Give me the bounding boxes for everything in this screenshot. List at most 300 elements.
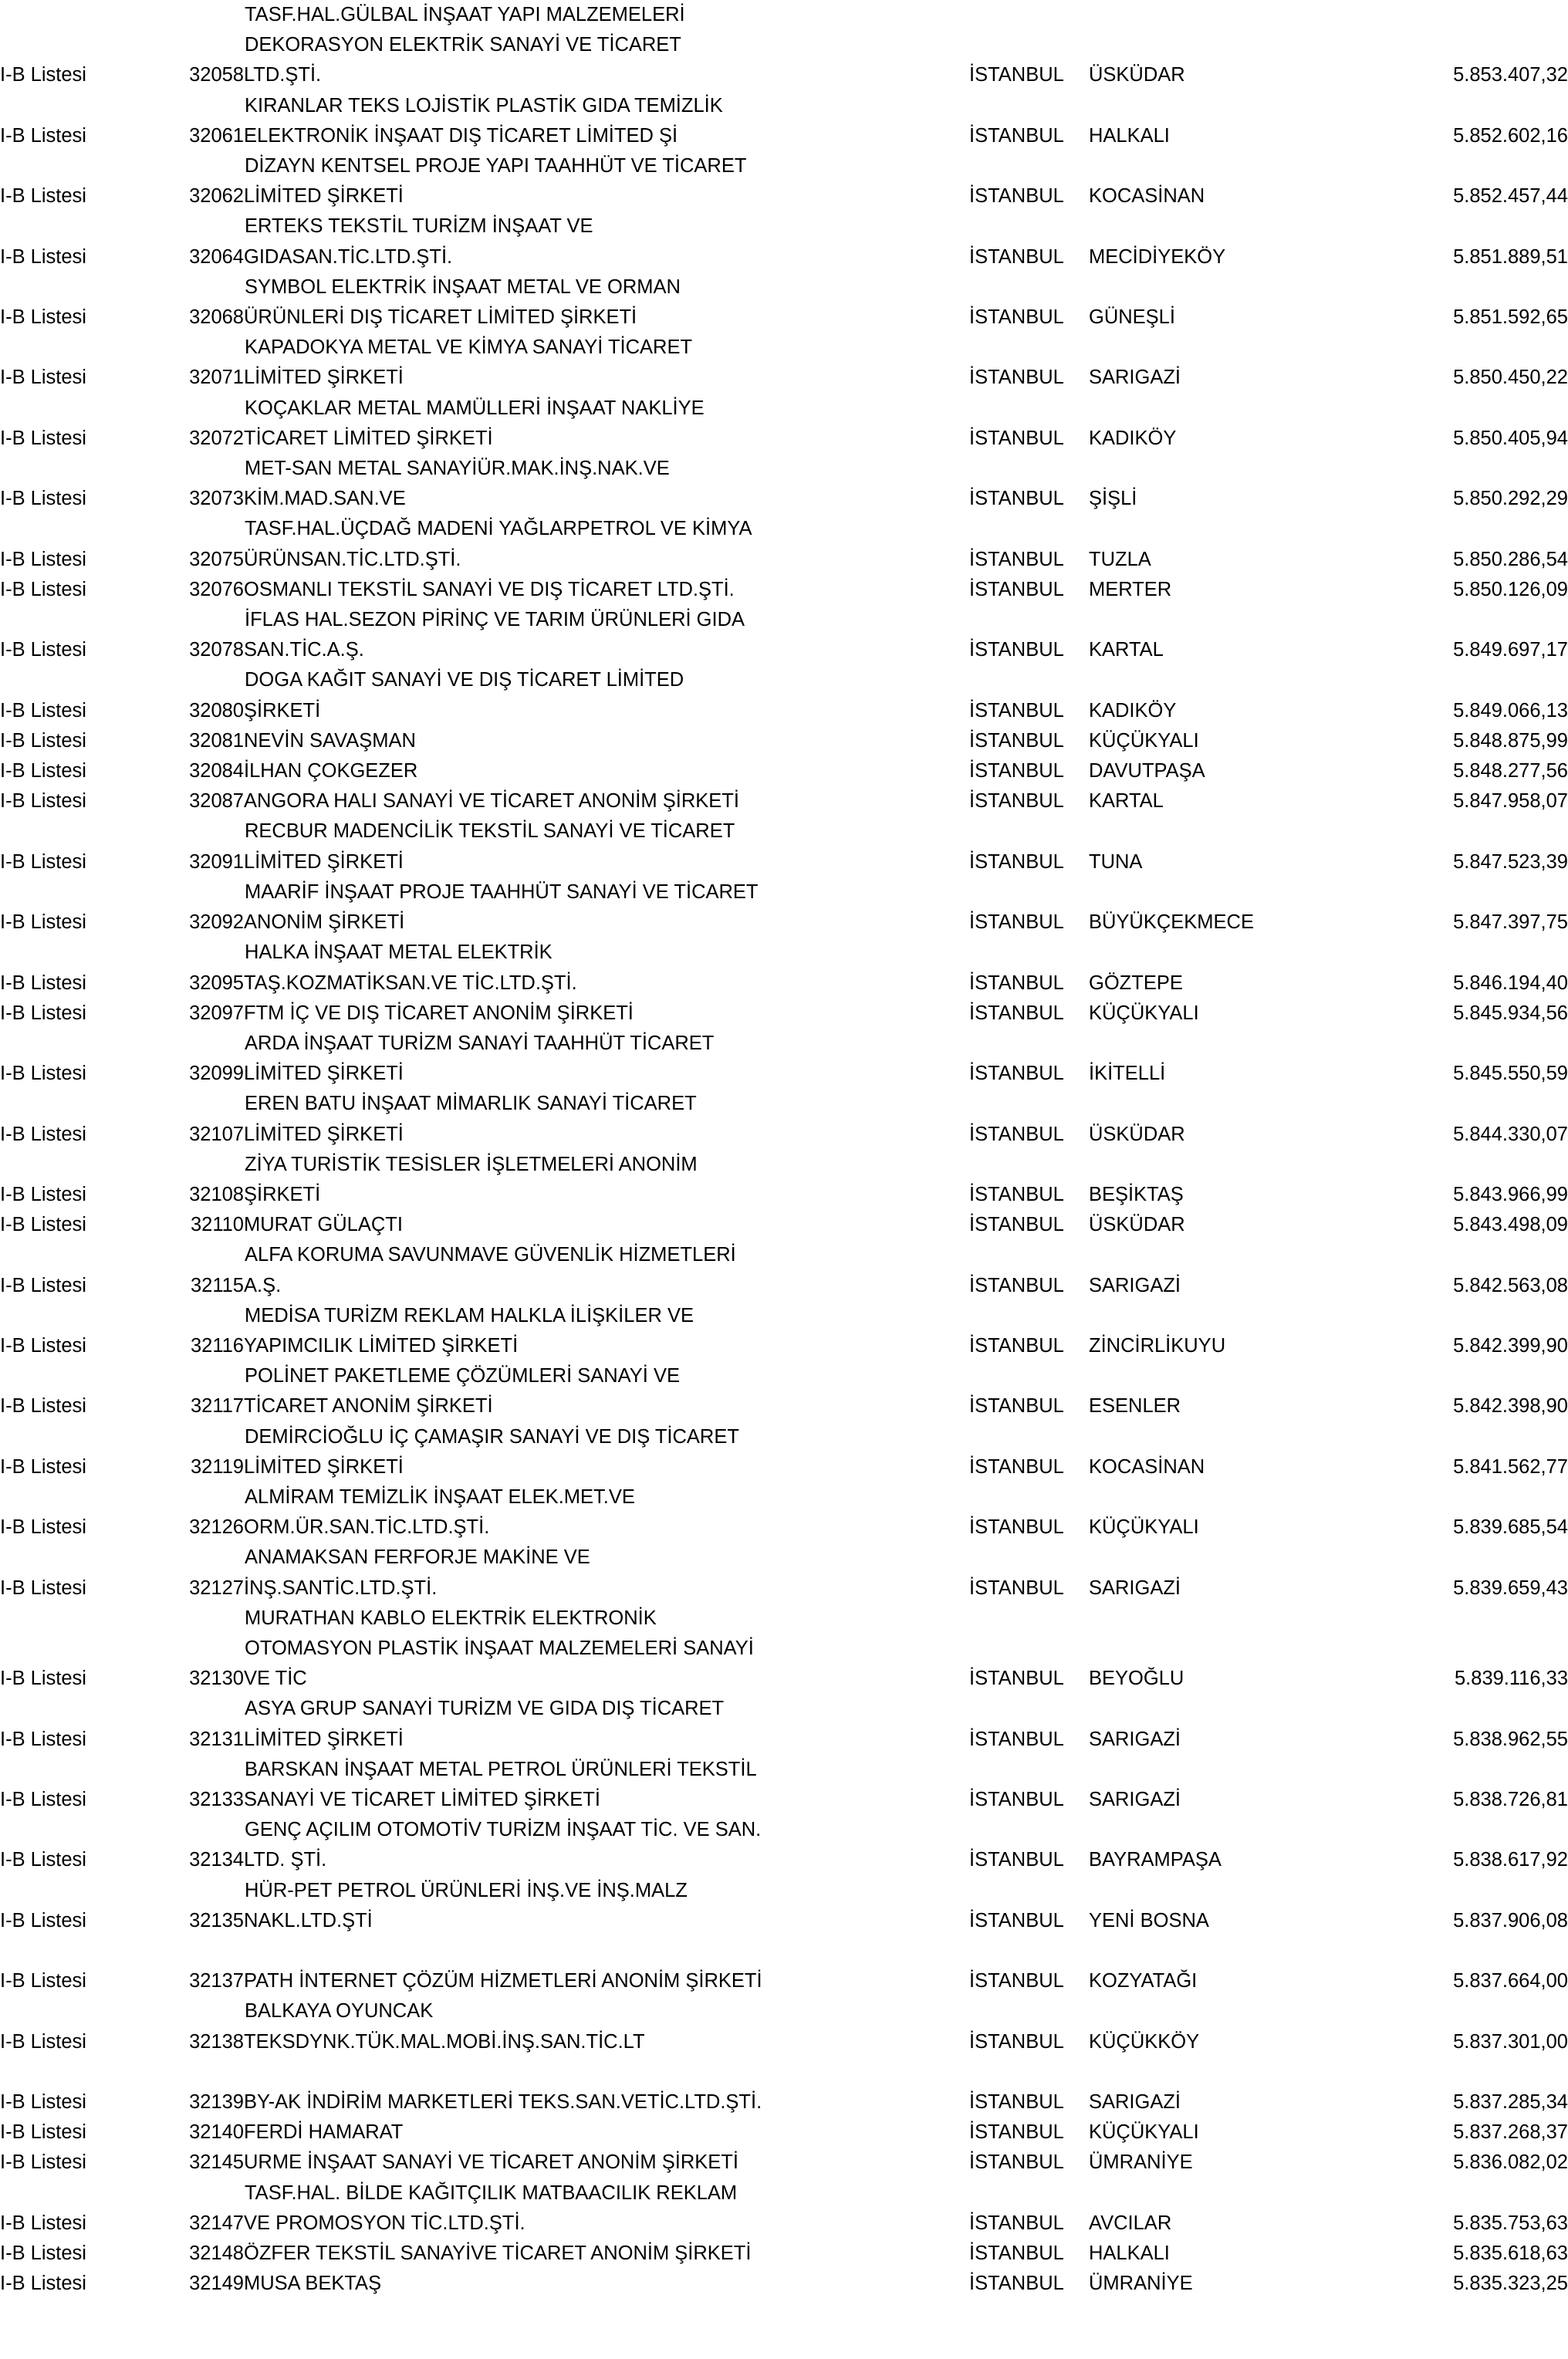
company-name: LTD. ŞTİ. — [244, 1849, 327, 1871]
amount-empty — [1343, 1422, 1568, 1452]
city: İSTANBUL — [969, 1395, 1064, 1418]
city-empty — [969, 1634, 1089, 1664]
district: ÜMRANİYE — [1089, 2151, 1193, 2174]
city: İSTANBUL — [969, 185, 1064, 208]
record-no: 32130 — [189, 1668, 244, 1690]
record-no: 32080 — [189, 699, 244, 722]
amount: 5.837.301,00 — [1453, 2030, 1568, 2053]
record-no-empty — [176, 1482, 244, 1512]
blank-cell — [244, 1936, 969, 1966]
district-empty — [1089, 394, 1343, 424]
amount: 5.842.399,90 — [1453, 1334, 1568, 1357]
record-no: 32137 — [189, 1970, 244, 1992]
company-name: LTD.ŞTİ. — [244, 64, 322, 86]
list-label: I-B Listesi — [0, 427, 86, 449]
spacer-cell — [139, 484, 176, 514]
company-name: ÜRÜNSAN.TİC.LTD.ŞTİ. — [244, 548, 461, 570]
record-no: 32108 — [189, 1183, 244, 1205]
spacer-cell — [139, 1694, 176, 1724]
district-empty — [1089, 272, 1343, 302]
amount-empty — [1343, 665, 1568, 695]
spacer-cell — [139, 1422, 176, 1452]
spacer-cell — [139, 545, 176, 575]
list-label-empty — [0, 394, 139, 424]
spacer-cell — [139, 1785, 176, 1815]
city-empty — [969, 1422, 1089, 1452]
record-no: 32061 — [189, 124, 244, 147]
district: ESENLER — [1089, 1395, 1181, 1418]
amount-empty — [1343, 1089, 1568, 1119]
amount-empty — [1343, 1029, 1568, 1059]
company-name-continuation: ERTEKS TEKSTİL TURİZM İNŞAAT VE — [245, 215, 593, 238]
district: MERTER — [1089, 578, 1172, 600]
amount-empty — [1343, 30, 1568, 60]
city-empty — [969, 91, 1089, 121]
city-empty — [969, 454, 1089, 484]
list-label-empty — [0, 514, 139, 544]
city-empty — [969, 1482, 1089, 1512]
table-row — [0, 726, 1568, 756]
spacer-cell — [139, 1996, 176, 2026]
table-row — [0, 786, 1568, 816]
blank-cell — [176, 2057, 244, 2087]
record-no: 32117 — [190, 1395, 244, 1418]
amount: 5.845.550,59 — [1453, 1063, 1568, 1085]
table-row-continuation — [0, 816, 1568, 847]
city-empty — [969, 0, 1089, 30]
list-label-empty — [0, 1604, 139, 1634]
district-empty — [1089, 211, 1343, 242]
list-label: I-B Listesi — [0, 639, 86, 661]
list-label-empty — [0, 1089, 139, 1119]
record-no-empty — [176, 394, 244, 424]
district-empty — [1089, 2178, 1343, 2209]
table-row-continuation — [0, 211, 1568, 242]
company-name: LİMİTED ŞİRKETİ — [244, 850, 404, 873]
record-no: 32131 — [189, 1728, 244, 1750]
city: İSTANBUL — [969, 306, 1064, 329]
list-label-empty — [0, 816, 139, 847]
spacer-cell — [139, 2117, 176, 2148]
list-label-empty — [0, 938, 139, 968]
amount: 5.843.498,09 — [1453, 1214, 1568, 1236]
district: KÜÇÜKYALI — [1089, 2121, 1199, 2144]
list-label-empty — [0, 1150, 139, 1180]
company-name: KİM.MAD.SAN.VE — [244, 488, 406, 510]
table-row — [0, 1512, 1568, 1543]
blank-cell — [1343, 1936, 1568, 1966]
table-row-continuation — [0, 1089, 1568, 1119]
list-label: I-B Listesi — [0, 245, 86, 268]
list-label: I-B Listesi — [0, 367, 86, 389]
amount-empty — [1343, 1815, 1568, 1845]
city-empty — [969, 394, 1089, 424]
amount-empty — [1343, 333, 1568, 363]
record-no: 32110 — [190, 1214, 244, 1236]
table-row-continuation — [0, 1240, 1568, 1270]
list-label: I-B Listesi — [0, 2151, 86, 2174]
city: İSTANBUL — [969, 699, 1064, 722]
district-empty — [1089, 1543, 1343, 1573]
spacer-cell — [139, 181, 176, 211]
record-no-empty — [176, 1604, 244, 1634]
district-empty — [1089, 1876, 1343, 1906]
blank-cell — [969, 2057, 1089, 2087]
record-no-empty — [176, 272, 244, 302]
spacer-cell — [139, 363, 176, 393]
record-no-empty — [176, 1694, 244, 1724]
spacer-cell — [139, 1664, 176, 1694]
table-row-continuation — [0, 1996, 1568, 2026]
list-label-empty — [0, 1361, 139, 1391]
table-row — [0, 2087, 1568, 2117]
district: KÜÇÜKYALI — [1089, 1516, 1199, 1539]
company-name: TİCARET ANONİM ŞİRKETİ — [244, 1395, 493, 1418]
city: İSTANBUL — [969, 911, 1064, 934]
spacer-cell — [139, 2269, 176, 2299]
spacer-cell — [139, 1150, 176, 1180]
list-label-empty — [0, 1815, 139, 1845]
amount-empty — [1343, 605, 1568, 635]
list-label-empty — [0, 1694, 139, 1724]
spacer-cell — [139, 151, 176, 181]
amount: 5.849.066,13 — [1453, 699, 1568, 722]
company-name: VE PROMOSYON TİC.LTD.ŞTİ. — [244, 2212, 525, 2234]
company-name-continuation: RECBUR MADENCİLİK TEKSTİL SANAYİ VE TİCARET — [245, 820, 735, 843]
list-label: I-B Listesi — [0, 2212, 86, 2234]
district: TUNA — [1089, 850, 1143, 873]
spacer-cell — [139, 2148, 176, 2178]
city: İSTANBUL — [969, 1183, 1064, 1205]
city: İSTANBUL — [969, 1668, 1064, 1690]
city: İSTANBUL — [969, 1123, 1064, 1145]
city: İSTANBUL — [969, 2212, 1064, 2234]
amount: 5.839.659,43 — [1453, 1577, 1568, 1599]
city-empty — [969, 1996, 1089, 2026]
company-name-continuation: SYMBOL ELEKTRİK İNŞAAT METAL VE ORMAN — [245, 275, 681, 298]
table-row-blank — [0, 1936, 1568, 1966]
list-label: I-B Listesi — [0, 185, 86, 208]
record-no: 32072 — [189, 427, 244, 449]
city: İSTANBUL — [969, 639, 1064, 661]
spacer-cell — [139, 2209, 176, 2239]
record-no-empty — [176, 1361, 244, 1391]
record-no-empty — [176, 91, 244, 121]
list-label: I-B Listesi — [0, 548, 86, 570]
table-row-continuation — [0, 454, 1568, 484]
table-row — [0, 575, 1568, 605]
spacer-cell — [139, 2178, 176, 2209]
amount: 5.838.726,81 — [1453, 1788, 1568, 1810]
city: İSTANBUL — [969, 1274, 1064, 1296]
list-label: I-B Listesi — [0, 1849, 86, 1871]
company-name-continuation: ALFA KORUMA SAVUNMAVE GÜVENLİK HİZMETLERİ — [245, 1244, 736, 1266]
list-label: I-B Listesi — [0, 1577, 86, 1599]
amount: 5.844.330,07 — [1453, 1123, 1568, 1145]
blank-cell — [139, 1936, 176, 1966]
spacer-cell — [139, 1331, 176, 1361]
list-label: I-B Listesi — [0, 1788, 86, 1810]
company-name: LİMİTED ŞİRKETİ — [244, 1063, 404, 1085]
table-row — [0, 1210, 1568, 1240]
list-label: I-B Listesi — [0, 1123, 86, 1145]
table-row-continuation — [0, 1422, 1568, 1452]
company-name: ANONİM ŞİRKETİ — [244, 911, 405, 934]
company-name: ORM.ÜR.SAN.TİC.LTD.ŞTİ. — [244, 1516, 490, 1539]
company-name-continuation: İFLAS HAL.SEZON PİRİNÇ VE TARIM ÜRÜNLERİ GIDA — [245, 609, 745, 631]
blank-cell — [1089, 1936, 1343, 1966]
district-empty — [1089, 1089, 1343, 1119]
city-empty — [969, 816, 1089, 847]
spacer-cell — [139, 786, 176, 816]
city-empty — [969, 1755, 1089, 1785]
record-no: 32095 — [189, 972, 244, 994]
table-row — [0, 1180, 1568, 1210]
city: İSTANBUL — [969, 1334, 1064, 1357]
spacer-cell — [139, 847, 176, 877]
amount: 5.842.563,08 — [1453, 1274, 1568, 1296]
spacer-cell — [139, 1815, 176, 1845]
spacer-cell — [139, 0, 176, 30]
spacer-cell — [139, 1482, 176, 1512]
amount: 5.846.194,40 — [1453, 972, 1568, 994]
amount-empty — [1343, 1996, 1568, 2026]
company-name-continuation: HÜR-PET PETROL ÜRÜNLERİ İNŞ.VE İNŞ.MALZ — [245, 1879, 688, 1901]
record-no: 32058 — [189, 64, 244, 86]
district: SARIGAZİ — [1089, 1577, 1181, 1599]
table-row-continuation — [0, 938, 1568, 968]
list-label-empty — [0, 1634, 139, 1664]
list-label-empty — [0, 877, 139, 907]
city-empty — [969, 1150, 1089, 1180]
record-no-empty — [176, 1634, 244, 1664]
list-label: I-B Listesi — [0, 306, 86, 329]
list-label: I-B Listesi — [0, 1970, 86, 1992]
table-row-continuation — [0, 1755, 1568, 1785]
record-no: 32140 — [189, 2121, 244, 2144]
record-no-empty — [176, 877, 244, 907]
city: İSTANBUL — [969, 760, 1064, 782]
district-empty — [1089, 454, 1343, 484]
amount-empty — [1343, 1604, 1568, 1634]
city: İSTANBUL — [969, 972, 1064, 994]
amount: 5.841.562,77 — [1453, 1455, 1568, 1478]
district-empty — [1089, 1482, 1343, 1512]
table-row — [0, 2027, 1568, 2057]
spacer-cell — [139, 756, 176, 786]
table-row-continuation — [0, 30, 1568, 60]
spacer-cell — [139, 968, 176, 999]
company-name: GIDASAN.TİC.LTD.ŞTİ. — [244, 245, 453, 268]
district: KÜÇÜKYALI — [1089, 729, 1199, 752]
company-name-continuation: GENÇ AÇILIM OTOMOTİV TURİZM İNŞAAT TİC. VE SAN. — [245, 1819, 762, 1841]
amount: 5.839.116,33 — [1455, 1668, 1568, 1690]
district-empty — [1089, 877, 1343, 907]
record-no-empty — [176, 1089, 244, 1119]
amount-empty — [1343, 0, 1568, 30]
spacer-cell — [139, 1634, 176, 1664]
table-row-continuation — [0, 665, 1568, 695]
table-row — [0, 1785, 1568, 1815]
company-name: TEKSDYNK.TÜK.MAL.MOBİ.İNŞ.SAN.TİC.LT — [244, 2030, 645, 2053]
district: HALKALI — [1089, 124, 1170, 147]
city: İSTANBUL — [969, 1577, 1064, 1599]
district: ŞİŞLİ — [1089, 488, 1137, 510]
amount-empty — [1343, 1543, 1568, 1573]
table-row-continuation — [0, 91, 1568, 121]
company-name-continuation: ARDA İNŞAAT TURİZM SANAYİ TAAHHÜT TİCARET — [245, 1032, 715, 1054]
list-label-empty — [0, 1301, 139, 1331]
table-row-continuation — [0, 0, 1568, 30]
record-no: 32127 — [189, 1577, 244, 1599]
record-no: 32126 — [189, 1516, 244, 1539]
spacer-cell — [139, 1120, 176, 1150]
district-empty — [1089, 1301, 1343, 1331]
record-no: 32068 — [189, 306, 244, 329]
amount: 5.848.277,56 — [1453, 760, 1568, 782]
amount-empty — [1343, 91, 1568, 121]
record-no-empty — [176, 1029, 244, 1059]
company-name-continuation: MET-SAN METAL SANAYİÜR.MAK.İNŞ.NAK.VE — [245, 458, 670, 480]
table-row-continuation — [0, 1482, 1568, 1512]
district-empty — [1089, 1361, 1343, 1391]
record-no: 32148 — [189, 2242, 244, 2264]
amount-empty — [1343, 1876, 1568, 1906]
record-no: 32091 — [189, 850, 244, 873]
record-no: 32139 — [189, 2090, 244, 2113]
table-row — [0, 999, 1568, 1029]
list-label-empty — [0, 605, 139, 635]
city: İSTANBUL — [969, 1002, 1064, 1024]
city: İSTANBUL — [969, 790, 1064, 813]
amount: 5.836.082,02 — [1453, 2151, 1568, 2174]
spacer-cell — [139, 60, 176, 90]
company-name: MUSA BEKTAŞ — [244, 2273, 382, 2295]
city-empty — [969, 1543, 1089, 1573]
table-row-continuation — [0, 151, 1568, 181]
city: İSTANBUL — [969, 1970, 1064, 1992]
record-no: 32092 — [189, 911, 244, 934]
spacer-cell — [139, 1966, 176, 1996]
table-row — [0, 424, 1568, 454]
record-no-empty — [176, 1755, 244, 1785]
list-label-empty — [0, 1876, 139, 1906]
spacer-cell — [139, 1240, 176, 1270]
spacer-cell — [139, 1089, 176, 1119]
city-empty — [969, 1089, 1089, 1119]
city-empty — [969, 30, 1089, 60]
city-empty — [969, 2178, 1089, 2209]
record-no-empty — [176, 151, 244, 181]
record-no-empty — [176, 30, 244, 60]
list-label: I-B Listesi — [0, 911, 86, 934]
spacer-cell — [139, 2239, 176, 2269]
blank-cell — [0, 2057, 139, 2087]
table-row — [0, 1966, 1568, 1996]
spacer-cell — [139, 665, 176, 695]
district: SARIGAZİ — [1089, 1728, 1181, 1750]
list-label-empty — [0, 30, 139, 60]
city: İSTANBUL — [969, 578, 1064, 600]
spacer-cell — [139, 575, 176, 605]
company-name: İNŞ.SANTİC.LTD.ŞTİ. — [244, 1577, 438, 1599]
list-label: I-B Listesi — [0, 850, 86, 873]
amount-empty — [1343, 2178, 1568, 2209]
district: GÖZTEPE — [1089, 972, 1183, 994]
record-no-empty — [176, 938, 244, 968]
list-label: I-B Listesi — [0, 699, 86, 722]
record-no-empty — [176, 1876, 244, 1906]
spacer-cell — [139, 877, 176, 907]
city-empty — [969, 1240, 1089, 1270]
record-no: 32149 — [189, 2273, 244, 2295]
spacer-cell — [139, 726, 176, 756]
district-empty — [1089, 151, 1343, 181]
table-row-continuation — [0, 1815, 1568, 1845]
record-no: 32133 — [189, 1788, 244, 1810]
amount: 5.835.618,63 — [1453, 2242, 1568, 2264]
record-no-empty — [176, 1422, 244, 1452]
list-label: I-B Listesi — [0, 2030, 86, 2053]
amount-empty — [1343, 151, 1568, 181]
record-no: 32097 — [189, 1002, 244, 1024]
table-row — [0, 545, 1568, 575]
company-name-continuation: EREN BATU İNŞAAT MİMARLIK SANAYİ TİCARET — [245, 1093, 697, 1115]
company-name: İLHAN ÇOKGEZER — [244, 760, 418, 782]
company-name-continuation: KAPADOKYA METAL VE KİMYA SANAYİ TİCARET — [245, 336, 693, 359]
city-empty — [969, 938, 1089, 968]
table-row — [0, 847, 1568, 877]
spacer-cell — [139, 999, 176, 1029]
table-row-continuation — [0, 2178, 1568, 2209]
spacer-cell — [139, 302, 176, 333]
record-no: 32116 — [190, 1334, 244, 1357]
district: İKİTELLİ — [1089, 1063, 1166, 1085]
amount: 5.837.906,08 — [1453, 1909, 1568, 1931]
record-no: 32145 — [189, 2151, 244, 2174]
record-no-empty — [176, 1301, 244, 1331]
list-label: I-B Listesi — [0, 2121, 86, 2144]
district-empty — [1089, 1240, 1343, 1270]
company-name: BY-AK İNDİRİM MARKETLERİ TEKS.SAN.VETİC.LTD.ŞTİ. — [244, 2090, 762, 2113]
record-no: 32119 — [190, 1455, 244, 1478]
district-empty — [1089, 1694, 1343, 1724]
district: TUZLA — [1089, 548, 1151, 570]
company-name: SAN.TİC.A.Ş. — [244, 639, 364, 661]
spacer-cell — [139, 816, 176, 847]
company-name-continuation: KIRANLAR TEKS LOJİSTİK PLASTİK GIDA TEMİZLİK — [245, 94, 723, 117]
district-empty — [1089, 514, 1343, 544]
amount-empty — [1343, 938, 1568, 968]
company-name: NAKL.LTD.ŞTİ — [244, 1909, 373, 1931]
list-label-empty — [0, 211, 139, 242]
city: İSTANBUL — [969, 2030, 1064, 2053]
district: SARIGAZİ — [1089, 367, 1181, 389]
list-label-empty — [0, 665, 139, 695]
record-no: 32073 — [189, 488, 244, 510]
amount: 5.853.407,32 — [1453, 64, 1568, 86]
record-no-empty — [176, 1150, 244, 1180]
spacer-cell — [139, 1059, 176, 1089]
district-empty — [1089, 333, 1343, 363]
spacer-cell — [139, 1604, 176, 1634]
table-row — [0, 60, 1568, 90]
list-label-empty — [0, 2178, 139, 2209]
district: KÜÇÜKKÖY — [1089, 2030, 1200, 2053]
spacer-cell — [139, 1512, 176, 1543]
record-no-empty — [176, 665, 244, 695]
list-label-empty — [0, 91, 139, 121]
